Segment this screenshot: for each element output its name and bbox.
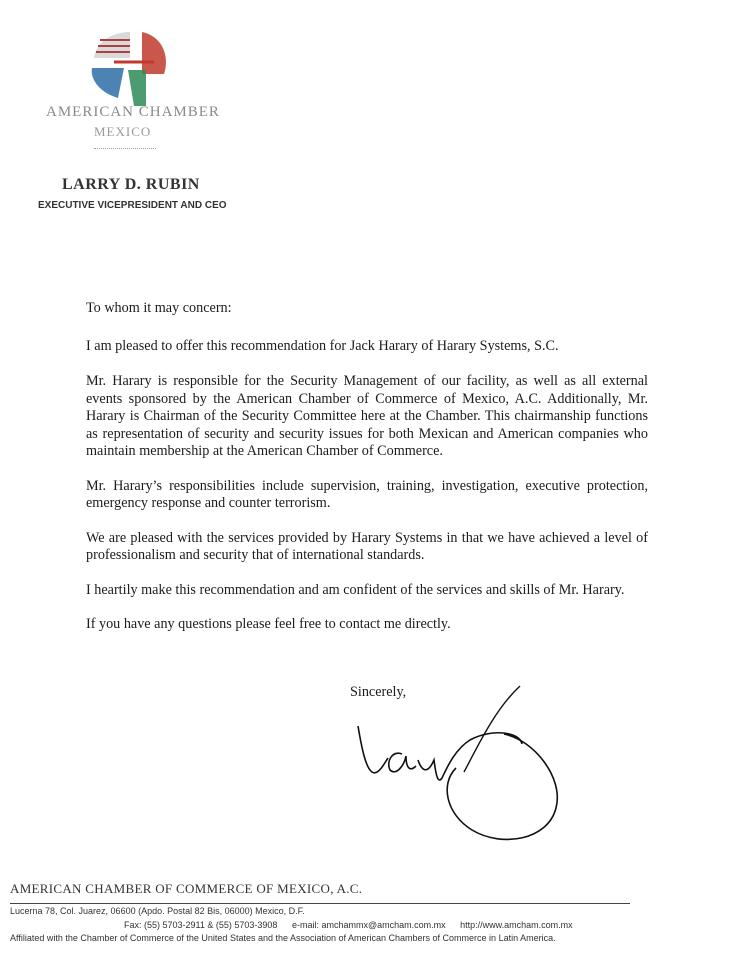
footer-rule xyxy=(10,903,630,904)
paragraph-4: We are pleased with the services provided by Harary Systems in that we have achieved a level of professionalism and security that of international standards. xyxy=(86,529,648,563)
footer-contact xyxy=(124,920,585,930)
paragraph-5: I heartily make this recommendation and am confident of the services and skills of Mr. Harary. xyxy=(86,581,625,598)
paragraph-1: I am pleased to offer this recommendation for Jack Harary of Harary Systems, S.C. xyxy=(86,337,559,354)
paragraph-6: If you have any questions please feel free to contact me directly. xyxy=(86,616,451,632)
logo-rule xyxy=(94,148,156,149)
footer-org-name: AMERICAN CHAMBER OF COMMERCE OF MEXICO, A.C. xyxy=(10,881,363,896)
signature-icon xyxy=(344,680,574,850)
logo-text-line2: MEXICO xyxy=(94,124,152,139)
salutation: To whom it may concern: xyxy=(86,300,232,316)
paragraph-2: Mr. Harary is responsible for the Security Management of our facility, as well as all external events sponsored by the American Chamber of Commerce of Mexico, A.C. Additionally, Mr. Harary is Chairman of the Security Committee here at the Chamber. This chairmanship functions as representation of security and security issues for both Mexican and American companies who maintain membership at the American Chamber of Commerce. xyxy=(86,373,648,459)
amcham-logo xyxy=(84,28,174,108)
logo-text-line1: AMERICAN CHAMBER xyxy=(46,104,220,120)
footer-website[interactable]: http://www.amcham.com.mx xyxy=(460,920,573,930)
closing: Sincerely, xyxy=(350,684,407,700)
letter-body xyxy=(86,300,648,634)
paragraph-3: Mr. Harary’s responsibilities include supervision, training, investigation, executive protection, emergency response and counter terrorism. xyxy=(86,477,648,511)
footer-fax: Fax: (55) 5703-2911 & (55) 5703-3908 xyxy=(124,920,278,930)
exec-name: LARRY D. RUBIN xyxy=(62,176,200,193)
footer-email[interactable]: e-mail: amchammx@amcham.com.mx xyxy=(291,920,446,930)
exec-title: EXECUTIVE VICEPRESIDENT AND CEO xyxy=(38,200,227,211)
footer-affiliation: Affiliated with the Chamber of Commerce of the United States and the Association of American Chambers of Commerce in Latin America. xyxy=(10,933,556,943)
footer-address: Lucerna 78, Col. Juarez, 06600 (Apdo. Postal 82 Bis, 06000) Mexico, D.F. xyxy=(10,906,305,916)
